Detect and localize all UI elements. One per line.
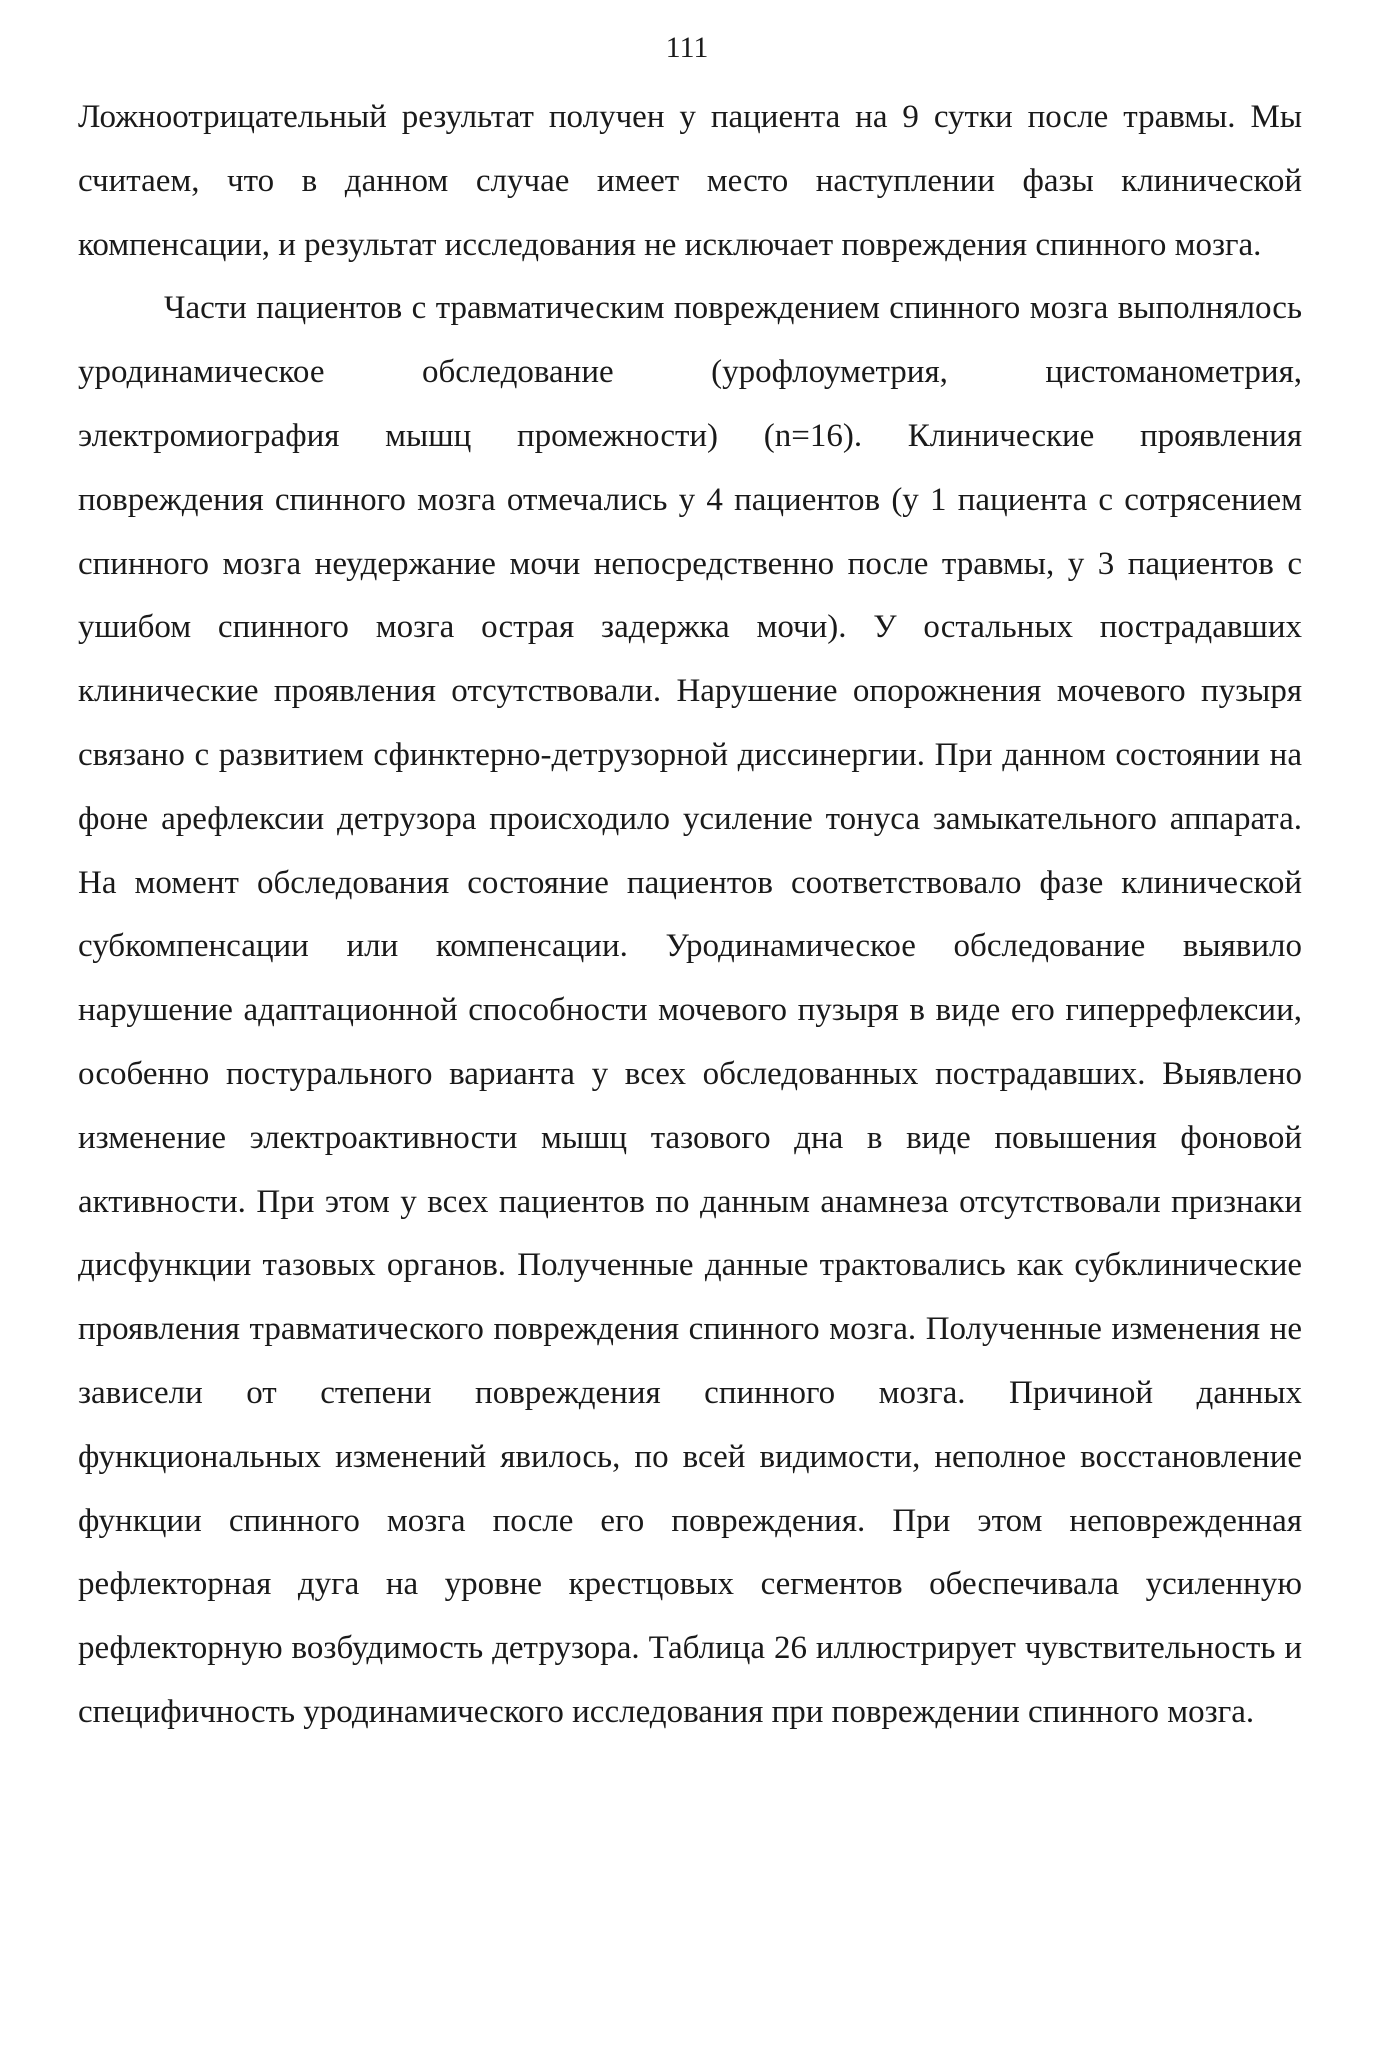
paragraph-urodynamic-study: Части пациентов с травматическим повреждением спинного мозга выполнялось уродинамическое обследование (урофлоуметрия, цистоманометрия, электромиография мышц промежности) (n=16). Клинические проявления повреждения спинного мозга отмечались у 4 пациентов (у 1 пациента с сотрясением спинного мозга неудержание мочи непосредственно после травмы, у 3 пациентов с ушибом спинного мозга острая задержка мочи). У остальных пострадавших клинические проявления отсутствовали. Нарушение опорожнения мочевого пузыря связано с развитием сфинктерно-детрузорной диссинергии. При данном состоянии на фоне арефлексии детрузора происходило усиление тонуса замыкательного аппарата. На момент обследования состояние пациентов соответствовало фазе клинической субкомпенсации или компенсации. Уродинамическое обследование выявило нарушение адаптационной способности мочевого пузыря в виде его гиперрефлексии, особенно постурального варианта у всех обследованных пострадавших. Выявлено изменение электроактивности мышц тазового дна в виде повышения фоновой активности. При этом у всех пациентов по данным анамнеза отсутствовали признаки дисфункции тазовых органов. Полученные данные трактовались как субклинические проявления травматического повреждения спинного мозга. Полученные изменения не зависели от степени повреждения спинного мозга. Причиной данных функциональных изменений явилось, по всей видимости, неполное восстановление функции спинного мозга после его повреждения. При этом неповрежденная рефлекторная дуга на уровне крестцовых сегментов обеспечивала усиленную рефлекторную возбудимость детрузора. Таблица 26 иллюстрирует чувствительность и специфичность уродинамического исследования при повреждении спинного мозга. [78,290,1302,1730]
page-number: 111 [665,31,709,64]
paragraph-false-negative-result: Ложноотрицательный результат получен у пациента на 9 сутки после травмы. Мы считаем, что в данном случае имеет место наступлении фазы клинической компенсации, и результат исследования не исключает повреждения спинного мозга. [78,99,1302,263]
body-text [78,86,1302,1745]
